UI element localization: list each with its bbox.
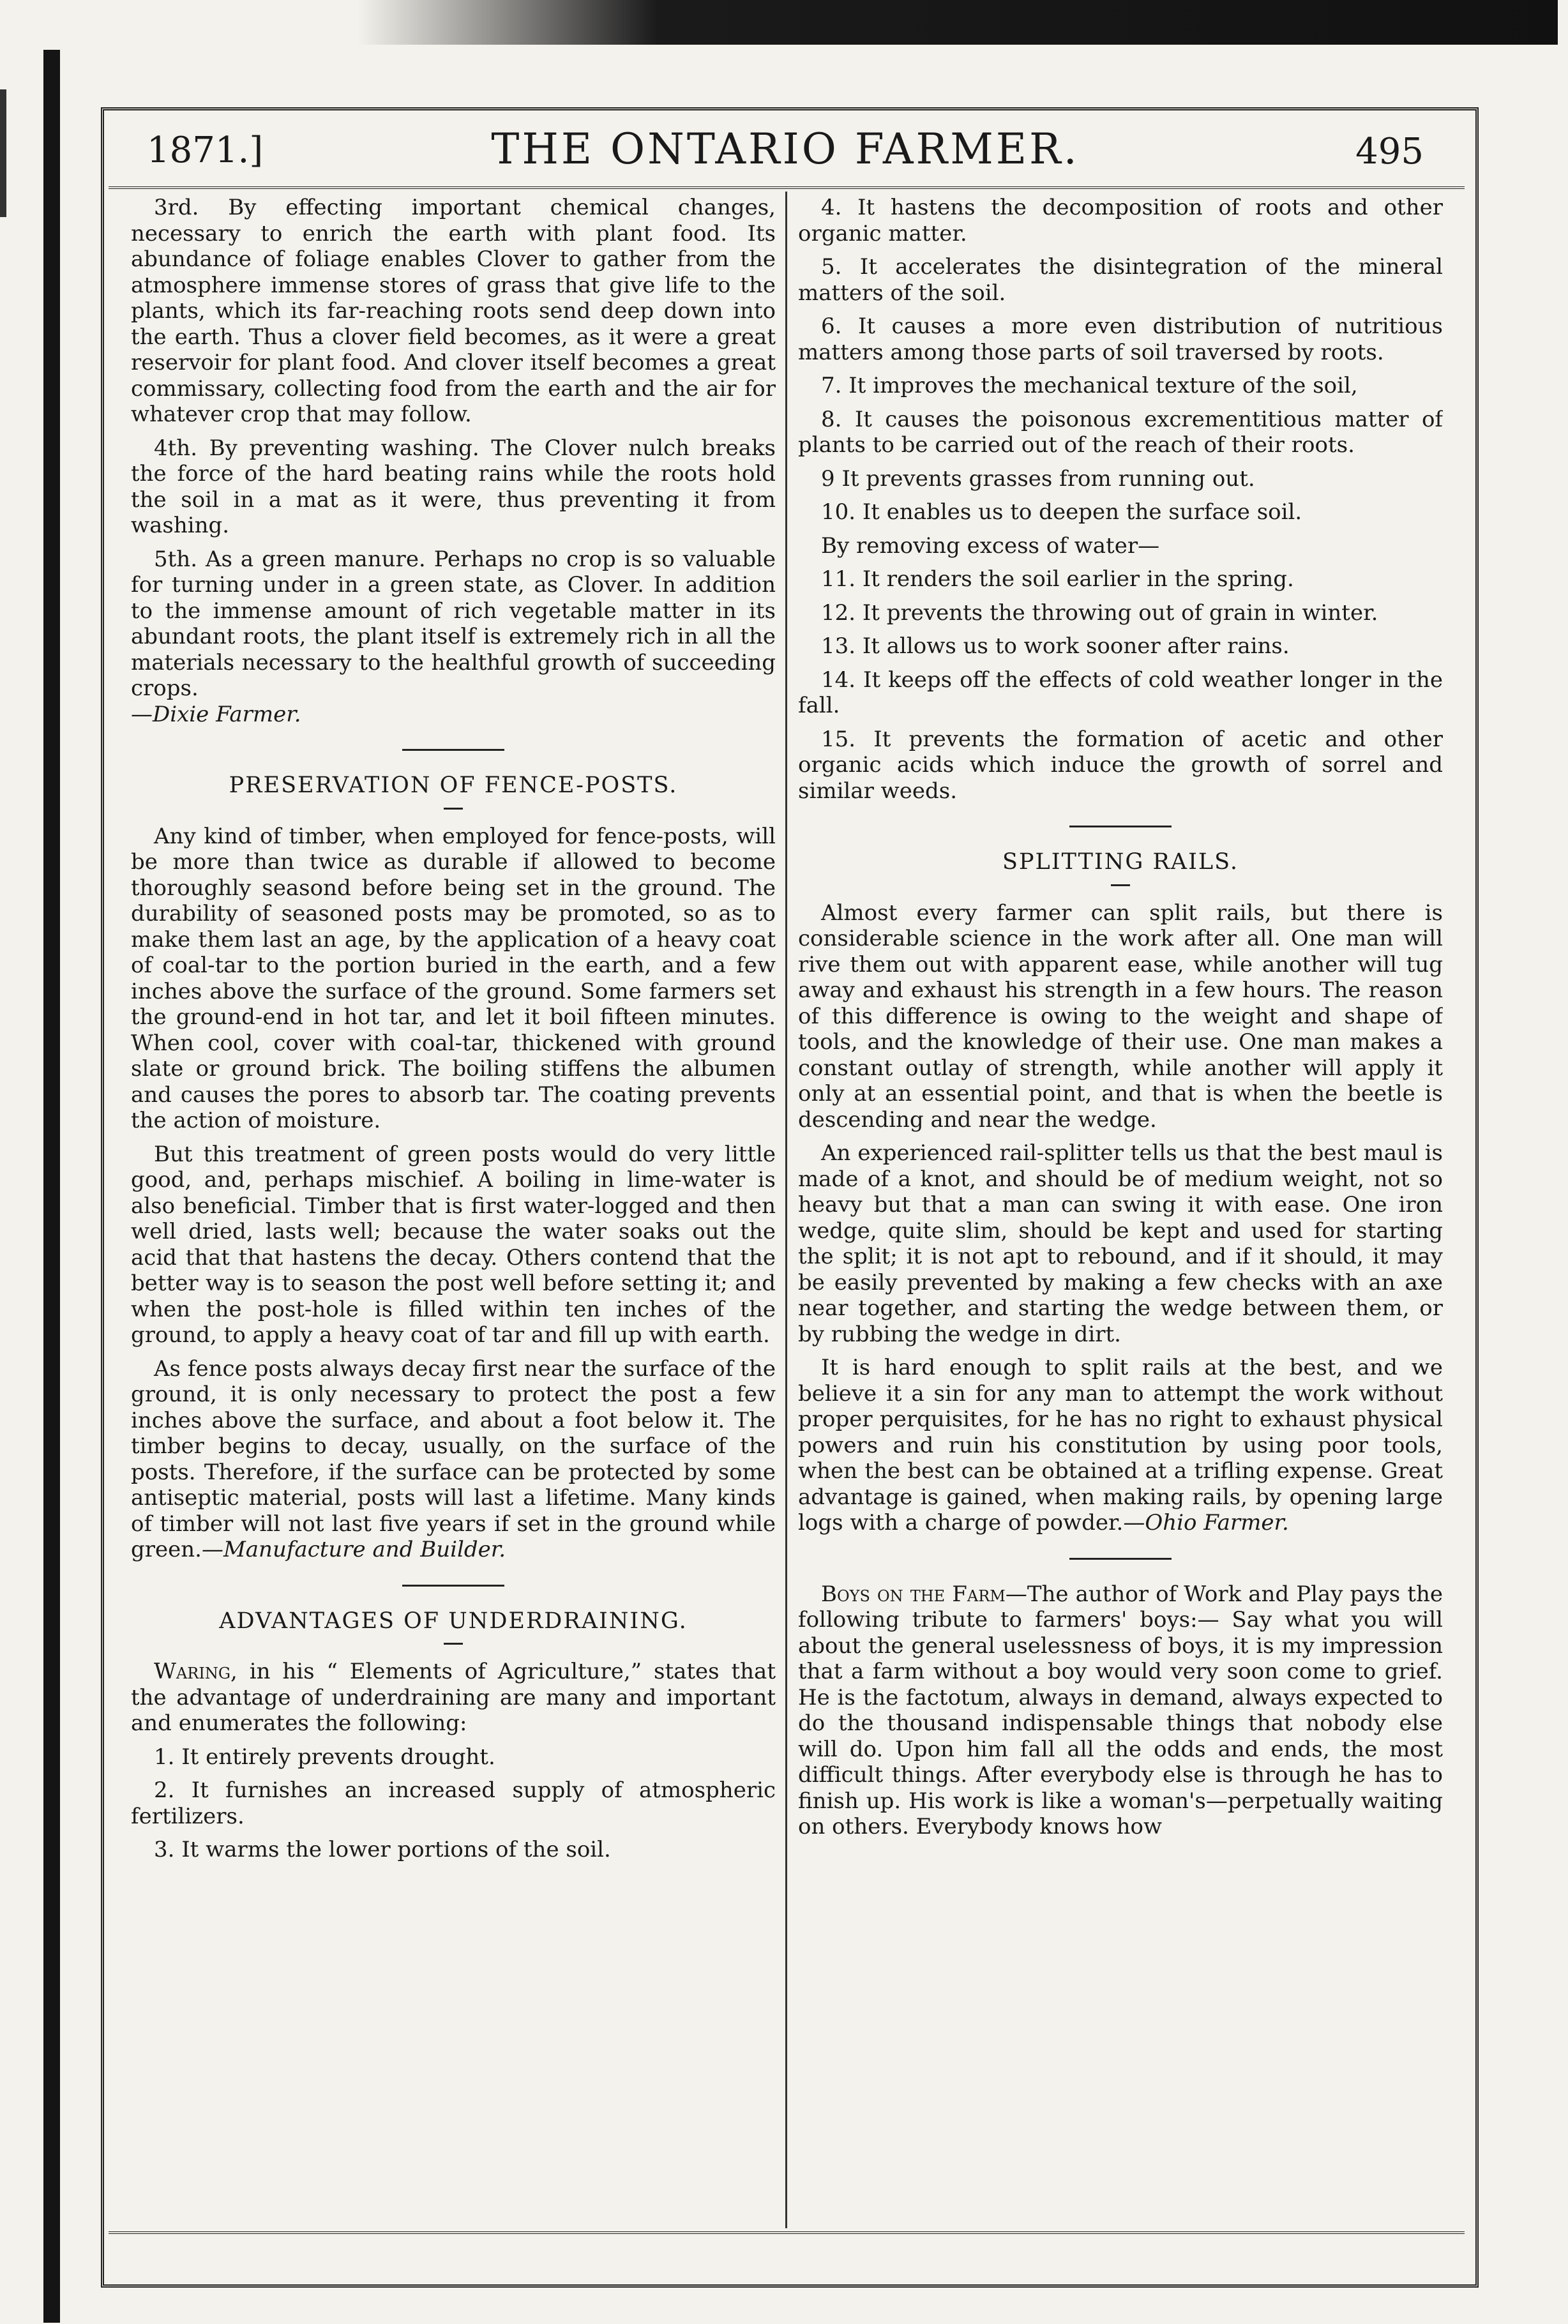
header-year: 1871.] (147, 130, 264, 171)
scan-margin-mark (0, 89, 6, 217)
header-rule (109, 186, 1465, 189)
attribution-ohio-farmer: —Ohio Farmer. (1123, 1510, 1289, 1535)
list-item: 14. It keeps off the effects of cold weather longer in the fall. (798, 667, 1443, 718)
footer-rule (109, 2231, 1465, 2234)
list-item: 4. It hastens the decomposition of roots and other organic matter. (798, 195, 1443, 246)
removing-water-lead: By removing excess of water— (821, 532, 1160, 559)
attribution-dixie-farmer: —Dixie Farmer. (131, 701, 301, 727)
heading-dash (1111, 884, 1130, 886)
list-item: 12. It prevents the throwing out of grain in winter. (821, 600, 1378, 626)
page-number: 495 (1355, 131, 1424, 172)
heading-splitting-rails: SPLITTING RAILS. (1002, 849, 1239, 875)
scan-edge-top (358, 0, 1558, 45)
right-column (798, 195, 1443, 2225)
attribution-manufacture-builder: —Manufacture and Builder. (201, 1537, 506, 1562)
list-item: 11. It renders the soil earlier in the spring. (821, 566, 1294, 592)
rails-paragraph-1: Almost every farmer can split rails, but there is considerable science in the work after all. One man will rive them out with apparent ease, while another will tug away and exhaust his strength in a few hours. The reason of this difference is owing to the weight and shape of tools, and the knowledge of their use. One man makes a constant outlay of strength, while another will apply it only at an essential point, and that is when the beetle is descending and near the wedge. (798, 900, 1443, 1133)
clover-paragraph-3rd: 3rd. By effecting important chemical changes, necessary to enrich the earth with plant food. Its abundance of foliage enables Clover to gather from the atmosphere immense stores of grass that give life to the plants, which its far-reaching roots send deep down into the earth. Thus a clover field becomes, as it were a great reservoir for plant food. And clover itself becomes a great commissary, collecting food from the earth and the air for whatever crop that may follow. (131, 195, 776, 427)
rails-paragraph-3-text: It is hard enough to split rails at the best, and we believe it a sin for any man to attempt the work without proper perquisites, for he has no right to exhaust physical powers and ruin his constitution by using poor tools, when the best can be obtained at a trifling expense. Great advantage is gained, when making rails, by opening large logs with a charge of powder. (798, 1355, 1443, 1535)
section-separator (402, 1585, 504, 1587)
scan-binding-edge (43, 50, 60, 2323)
list-item: 9 It prevents grasses from running out. (821, 465, 1255, 492)
heading-fence-posts: PRESERVATION OF FENCE-POSTS. (229, 773, 678, 798)
list-item: 3. It warms the lower portions of the soil. (154, 1837, 611, 1862)
heading-underdraining: ADVANTAGES OF UNDERDRAINING. (219, 1608, 688, 1634)
rails-paragraph-3 (798, 1355, 1443, 1536)
masthead-title: THE ONTARIO FARMER. (491, 124, 1080, 174)
list-item: 8. It causes the poisonous excrementitious matter of plants to be carried out of the reach of their roots. (798, 406, 1443, 458)
list-item: 1. It entirely prevents drought. (154, 1744, 495, 1770)
list-item: 15. It prevents the formation of acetic and other organic acids which induce the growth of sorrel and similar weeds. (798, 726, 1443, 804)
fence-paragraph-1: Any kind of timber, when employed for fence-posts, will be more than twice as durable if allowed to become thoroughly seasond before being set in the ground. The durability of seasoned posts may be promoted, so as to make them last an age, by the application of a heavy coat of coal-tar to the portion buried in the earth, and a few inches above the surface of the ground. Some farmers set the ground-end in hot tar, and let it boil fifteen minutes. When cool, cover with coal-tar, thickened with ground slate or ground brick. The boiling stiffens the albumen and causes the pores to absorb tar. The coating prevents the action of moisture. (131, 823, 776, 1133)
heading-dash (444, 1643, 463, 1645)
heading-dash (444, 808, 463, 810)
section-separator (402, 749, 504, 751)
left-column (131, 195, 776, 2225)
boys-on-farm-lead: Boys on the Farm (821, 1581, 1006, 1607)
fence-paragraph-2: But this treatment of green posts would do very little good, and, perhaps mischief. A boiling in lime-water is also beneficial. Timber that is first water-logged and then well dried, lasts well; because the water soaks out the acid that that hastens the decay. Others contend that the better way is to season the post well before setting it; and when the post-hole is filled within ten inches of the ground, to apply a heavy coat of tar and fill up with earth. (131, 1141, 776, 1348)
list-item: 13. It allows us to work sooner after rains. (821, 633, 1290, 659)
clover-paragraph-4th: 4th. By preventing washing. The Clover nulch breaks the force of the hard beating rains while the roots hold the soil in a mat as it were, thus preventing it from washing. (131, 435, 776, 538)
clover-paragraph-5th (131, 547, 776, 728)
underdraining-intro-text: in his “ Elements of Agriculture,” states that the advantage of underdraining are many and important and enumerates the following: (131, 1659, 776, 1736)
section-separator (1069, 826, 1172, 827)
column-rule (785, 192, 787, 2228)
fence-paragraph-3 (131, 1356, 776, 1563)
boys-on-farm-paragraph (798, 1581, 1443, 1840)
list-item: 5. It accelerates the disintegration of the mineral matters of the soil. (798, 254, 1443, 306)
section-separator (1069, 1558, 1172, 1560)
page-header (121, 124, 1449, 185)
list-item: 6. It causes a more even distribution of nutritious matters among those parts of soil traversed by roots. (798, 313, 1443, 365)
fence-paragraph-3-text: As fence posts always decay first near the surface of the ground, it is only necessary to protect the post a few inches above the surface, and about a foot below it. The timber begins to decay, usually, on the surface of the posts. Therefore, if the surface can be protected by some antiseptic material, posts will last a lifetime. Many kinds of timber will not last five years if set in the ground while green. (131, 1355, 776, 1562)
boys-on-farm-text: —The author of Work and Play pays the following tribute to farmers' boys:— Say what you will about the general uselessness of boys, it is my impression that a farm without a boy would very soon come to grief. He is the factotum, always in demand, always expected to do the thousand indispensable things that nobody else will do. Upon him fall all the odds and ends, the most difficult things. After everybody else is through he has to finish up. His work is like a woman's—perpetually waiting on others. Everybody knows how (798, 1581, 1443, 1839)
list-item: 10. It enables us to deepen the surface soil. (821, 499, 1302, 525)
clover-paragraph-5th-text: 5th. As a green manure. Perhaps no crop is so valuable for turning under in a green state, as Clover. In addition to the immense amount of rich vegetable matter in its abundant roots, the plant itself is extremely rich in all the materials necessary to the healthful growth of succeeding crops. (131, 546, 776, 701)
list-item: 7. It improves the mechanical texture of the soil, (821, 373, 1358, 398)
list-item: 2. It furnishes an increased supply of atmospheric fertilizers. (131, 1777, 776, 1829)
rails-paragraph-2: An experienced rail-splitter tells us that the best maul is made of a knot, and should be of medium weight, not so heavy but that a man can swing it with ease. One iron wedge, quite slim, should be kept and used for starting the split; it is not apt to rebound, and if it should, it may be easily prevented by making a few checks with an axe near together, and starting the wedge between them, or by rubbing the wedge in dirt. (798, 1140, 1443, 1347)
underdraining-intro (131, 1659, 776, 1737)
author-name: Waring, (154, 1659, 237, 1684)
